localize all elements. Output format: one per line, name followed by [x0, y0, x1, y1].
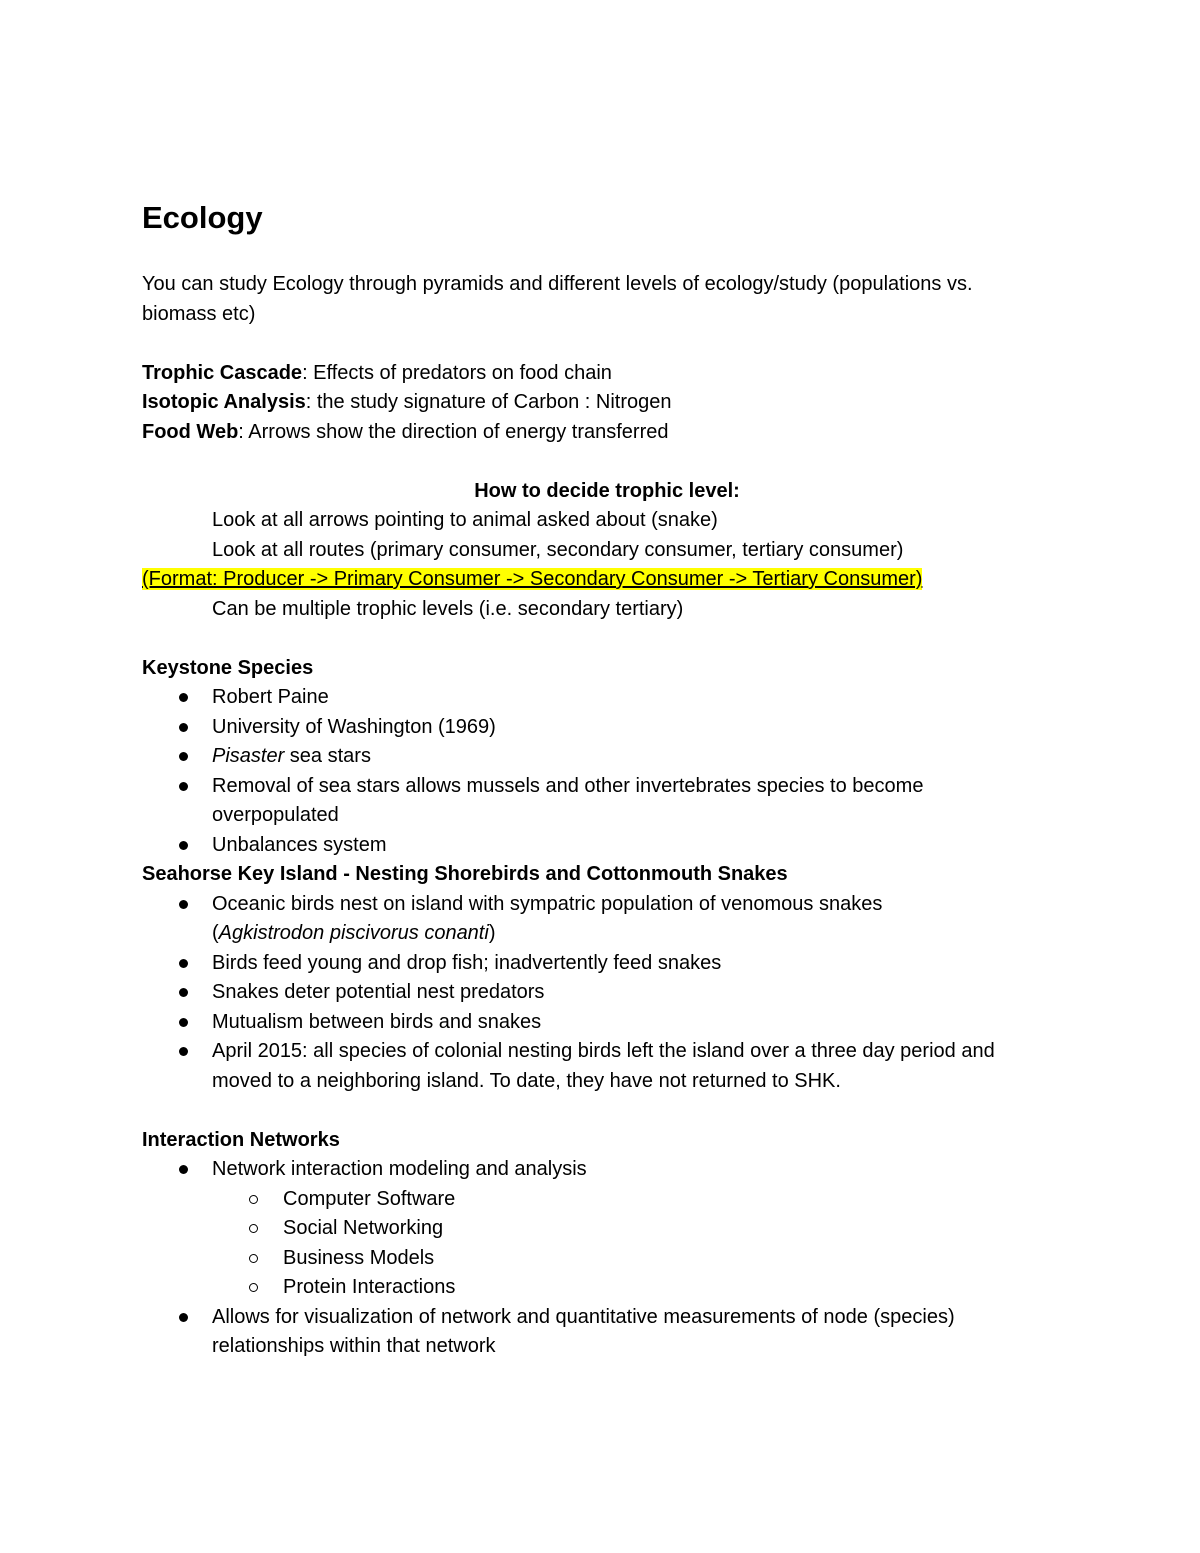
- list-item: [142, 1155, 1072, 1185]
- list-item: [142, 978, 1072, 1008]
- list-item: [142, 831, 1072, 861]
- list-item: [142, 1037, 1072, 1067]
- list-item: [142, 742, 1072, 772]
- bullet-icon: [179, 1165, 188, 1174]
- trophic-step-2: Look at all routes (primary consumer, secondary consumer, tertiary consumer): [212, 538, 904, 561]
- trophic-step-1: Look at all arrows pointing to animal asked about (snake): [212, 509, 718, 531]
- definition-text: : Effects of predators on food chain: [302, 361, 612, 384]
- definition-trophic-cascade: [142, 359, 1072, 389]
- highlighted-format: (Format: Producer -> Primary Consumer -> Secondary Consumer -> Tertiary Consumer): [142, 568, 923, 590]
- sub-list-item: [142, 1214, 1072, 1244]
- bullet-icon: [179, 841, 188, 850]
- sub-list-item-text: Social Networking: [283, 1217, 444, 1239]
- interaction-heading: Interaction Networks: [142, 1128, 340, 1151]
- sub-list-item: [142, 1185, 1072, 1215]
- list-item-text: Snakes deter potential nest predators: [212, 981, 545, 1003]
- definition-food-web: [142, 418, 1072, 448]
- hollow-bullet-icon: [249, 1195, 258, 1204]
- list-item-text: April 2015: all species of colonial nesting birds left the island over a three day period and: [212, 1040, 995, 1062]
- keystone-heading: Keystone Species: [142, 656, 314, 679]
- list-item-continuation: relationships within that network: [212, 1335, 496, 1357]
- bullet-icon: [179, 1047, 188, 1056]
- bullet-icon: [179, 752, 188, 761]
- definition-term: Trophic Cascade: [142, 361, 303, 384]
- list-item-continuation: overpopulated: [212, 804, 339, 826]
- hollow-bullet-icon: [249, 1224, 258, 1233]
- trophic-heading: How to decide trophic level:: [474, 479, 740, 502]
- bullet-icon: [179, 782, 188, 791]
- definition-isotopic-analysis: [142, 388, 1072, 418]
- bullet-icon: [179, 988, 188, 997]
- trophic-format-line: [142, 565, 1072, 595]
- list-item: [142, 1008, 1072, 1038]
- bullet-icon: [179, 693, 188, 702]
- list-item-text: Oceanic birds nest on island with sympatric population of venomous snakes: [212, 892, 883, 915]
- list-item-text: Removal of sea stars allows mussels and other invertebrates species to become: [212, 774, 924, 797]
- list-item-text: Mutualism between birds and snakes: [212, 1010, 542, 1033]
- species-name: Pisaster: [212, 745, 285, 767]
- list-item: [142, 1303, 1072, 1333]
- paren-close: ): [488, 922, 496, 944]
- sub-list-item-text: Protein Interactions: [283, 1276, 456, 1298]
- list-item: [142, 683, 1072, 713]
- list-item: [142, 890, 1072, 920]
- bullet-icon: [179, 1018, 188, 1027]
- intro-line-1: You can study Ecology through pyramids and different levels of ecology/study (populations vs.: [142, 273, 973, 295]
- paren-open: (: [212, 922, 219, 944]
- bullet-icon: [179, 959, 188, 968]
- hollow-bullet-icon: [249, 1283, 258, 1292]
- definition-text: : Arrows show the direction of energy transferred: [238, 420, 669, 443]
- list-item-text: sea stars: [284, 745, 371, 767]
- bullet-icon: [179, 1313, 188, 1322]
- list-item-text: Network interaction modeling and analysis: [212, 1158, 587, 1180]
- list-item: [142, 772, 1072, 802]
- list-item-text: Allows for visualization of network and quantitative measurements of node (species): [212, 1305, 955, 1328]
- bullet-icon: [179, 900, 188, 909]
- bullet-icon: [179, 723, 188, 732]
- definition-text: : the study signature of Carbon : Nitrogen: [305, 391, 672, 413]
- sub-list-item: [142, 1244, 1072, 1274]
- definition-term: Isotopic Analysis: [142, 391, 306, 413]
- list-item-continuation: [142, 919, 1072, 949]
- list-item: [142, 949, 1072, 979]
- list-item-text: Unbalances system: [212, 833, 387, 856]
- list-item-text: University of Washington (1969): [212, 715, 496, 738]
- list-item-continuation: moved to a neighboring island. To date, they have not returned to SHK.: [212, 1069, 841, 1092]
- sub-list-item: [142, 1273, 1072, 1303]
- sub-list-item-text: Business Models: [283, 1246, 435, 1269]
- hollow-bullet-icon: [249, 1254, 258, 1263]
- trophic-step-3: Can be multiple trophic levels (i.e. secondary tertiary): [212, 597, 684, 620]
- sub-list-item-text: Computer Software: [283, 1187, 456, 1210]
- species-name: Agkistrodon piscivorus conanti: [218, 922, 489, 944]
- seahorse-heading: Seahorse Key Island - Nesting Shorebirds and Cottonmouth Snakes: [142, 863, 788, 885]
- list-item-text: Robert Paine: [212, 686, 329, 708]
- intro-line-2: biomass etc): [142, 302, 256, 325]
- document-body: [142, 270, 1072, 1362]
- list-item-text: Birds feed young and drop fish; inadvertently feed snakes: [212, 951, 722, 974]
- definition-term: Food Web: [142, 420, 239, 443]
- page-title: Ecology: [142, 200, 263, 235]
- list-item: [142, 713, 1072, 743]
